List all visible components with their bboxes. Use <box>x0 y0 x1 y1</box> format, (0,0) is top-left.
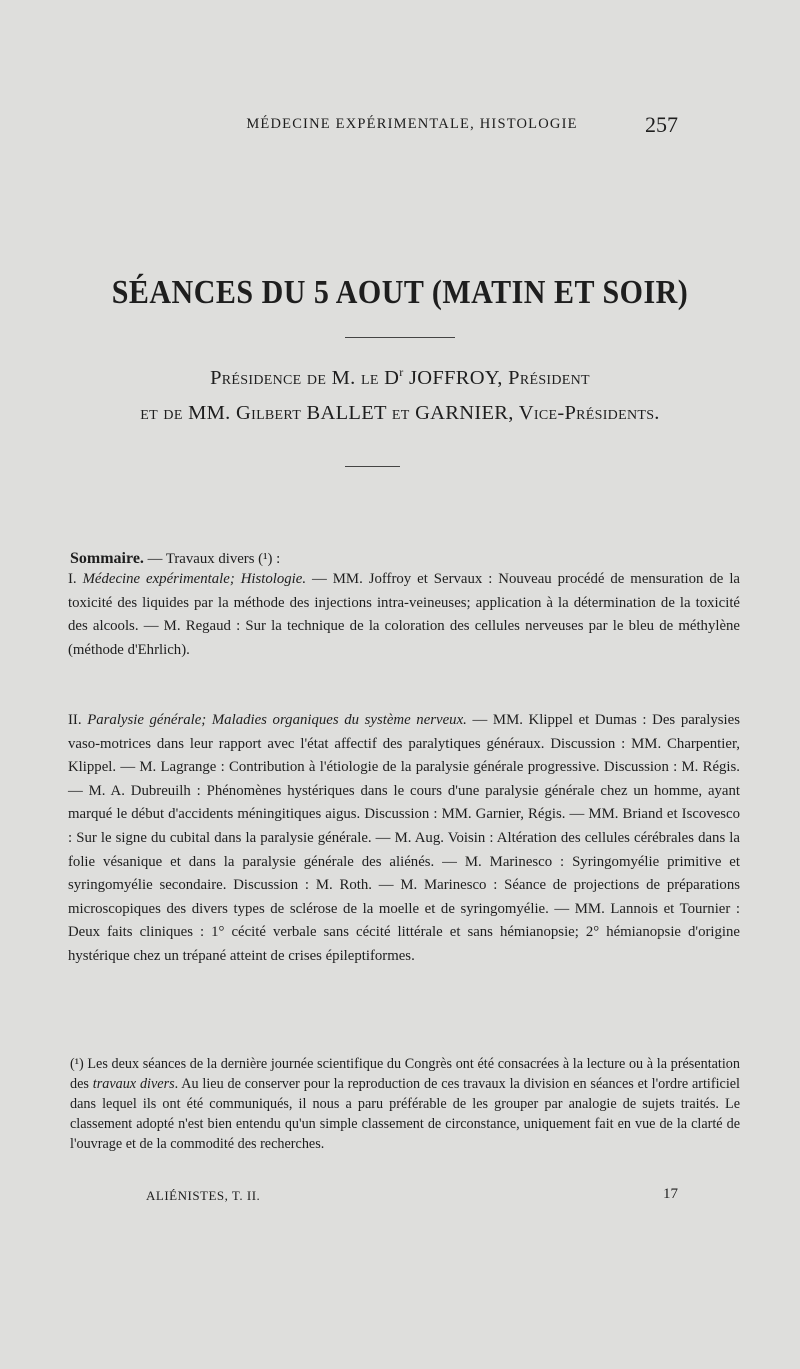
summary-item-2 <box>68 709 740 969</box>
sommaire-label: Sommaire. <box>70 550 144 567</box>
item-text: — MM. Joffroy et Servaux : Nouveau procédé de mensuration de la toxicité des liquides par la méthode des injections intra-veineuses; application à la détermination de la toxicité des alcools. — M. Regaud : Sur la technique de la coloration des cellules nerveuses par le bleu de méthylène (méthode d'Ehrlich). <box>68 571 740 658</box>
page-title: SÉANCES DU 5 AOUT (MATIN ET SOIR) <box>111 273 689 311</box>
divider <box>345 466 400 467</box>
summary-item-1 <box>68 568 740 662</box>
running-title: MÉDECINE EXPÉRIMENTALE, HISTOLOGIE <box>246 116 578 132</box>
footnote-text-b: . Au lieu de conserver pour la reproduction de ces travaux la division en séances et l'ordre artificiel dans lequel ils ont été communiqués, il nous a paru préférable de les grouper par analogie de sujets traités. Le classement adopté n'est bien entendu qu'un simple classement de circonstance, uniquement fait en vue de la clarté de l'ouvrage et de la commodité des recherches. <box>70 1076 741 1152</box>
page-number: 257 <box>645 112 678 137</box>
item-heading: Médecine expérimentale; Histologie. <box>82 571 307 587</box>
running-header <box>146 112 678 142</box>
footnote-text-a: Les deux séances de la dernière journée scientifique du Congrès ont été consacrées à la lecture ou à la présentation des <box>70 1056 740 1092</box>
item-number: I. <box>68 571 83 587</box>
footnote <box>70 1054 740 1154</box>
footer-signature: ALIÉNISTES, T. II. <box>146 1188 261 1203</box>
president-role: Président <box>502 366 590 389</box>
signature-number: 17 <box>663 1186 678 1202</box>
vice-role: Vice-Présidents. <box>513 402 660 424</box>
presidence-line-2 <box>0 402 800 425</box>
footnote-emphasis: travaux divers <box>92 1076 175 1092</box>
page-footer <box>146 1188 678 1208</box>
item-number: II. <box>68 712 88 728</box>
president-name: JOFFROY, <box>403 366 503 389</box>
vice-name-1: BALLET <box>301 402 392 424</box>
divider <box>345 337 455 338</box>
vice-name-2: GARNIER, <box>409 402 514 424</box>
vice-prefix: et de MM. Gilbert <box>140 402 302 424</box>
presidence-prefix: Présidence de M. le D <box>210 366 400 389</box>
footnote-marker: (¹) <box>70 1056 84 1072</box>
sommaire-text: — Travaux divers (¹) : <box>143 551 281 567</box>
item-text: — MM. Klippel et Dumas : Des paralysies vaso-motrices dans leur rapport avec l'état affectif des paralytiques généraux. Discussion : MM. Charpentier, Klippel. — M. Lagrange : Contribution à l'étiologie de la paralysie générale progressive. Discussion : M. Régis. — M. A. Dubreuilh : Phénomènes hystériques dans le cours d'une paralysie générale chez un homme, ayant marqué le début d'accidents méningitiques aigus. Discussion : MM. Garnier, Régis. — MM. Briand et Iscovesco : Sur le signe du cubital dans la paralysie générale. — M. Aug. Voisin : Altération des cellules cérébrales dans la folie vésanique et dans la paralysie générale des aliénés. — M. Marinesco : Syringomyélie primitive et syringomyélie secondaire. Discussion : M. Roth. — M. Marinesco : Séance de projections de préparations microscopiques des divers types de sclérose de la moelle et de syringomyélie. — MM. Lannois et Tournier : Deux faits cliniques : 1° cécité verbale sans cécité littérale et sans hémianopsie; 2° hémianopsie d'origine hystérique chez un trépané atteint de crises épileptiformes. <box>68 712 740 964</box>
presidence-sup: r <box>399 365 404 379</box>
item-heading: Paralysie générale; Maladies organiques du système nerveux. <box>87 712 467 728</box>
vice-et: et <box>391 402 410 424</box>
presidence-line-1 <box>0 365 800 390</box>
